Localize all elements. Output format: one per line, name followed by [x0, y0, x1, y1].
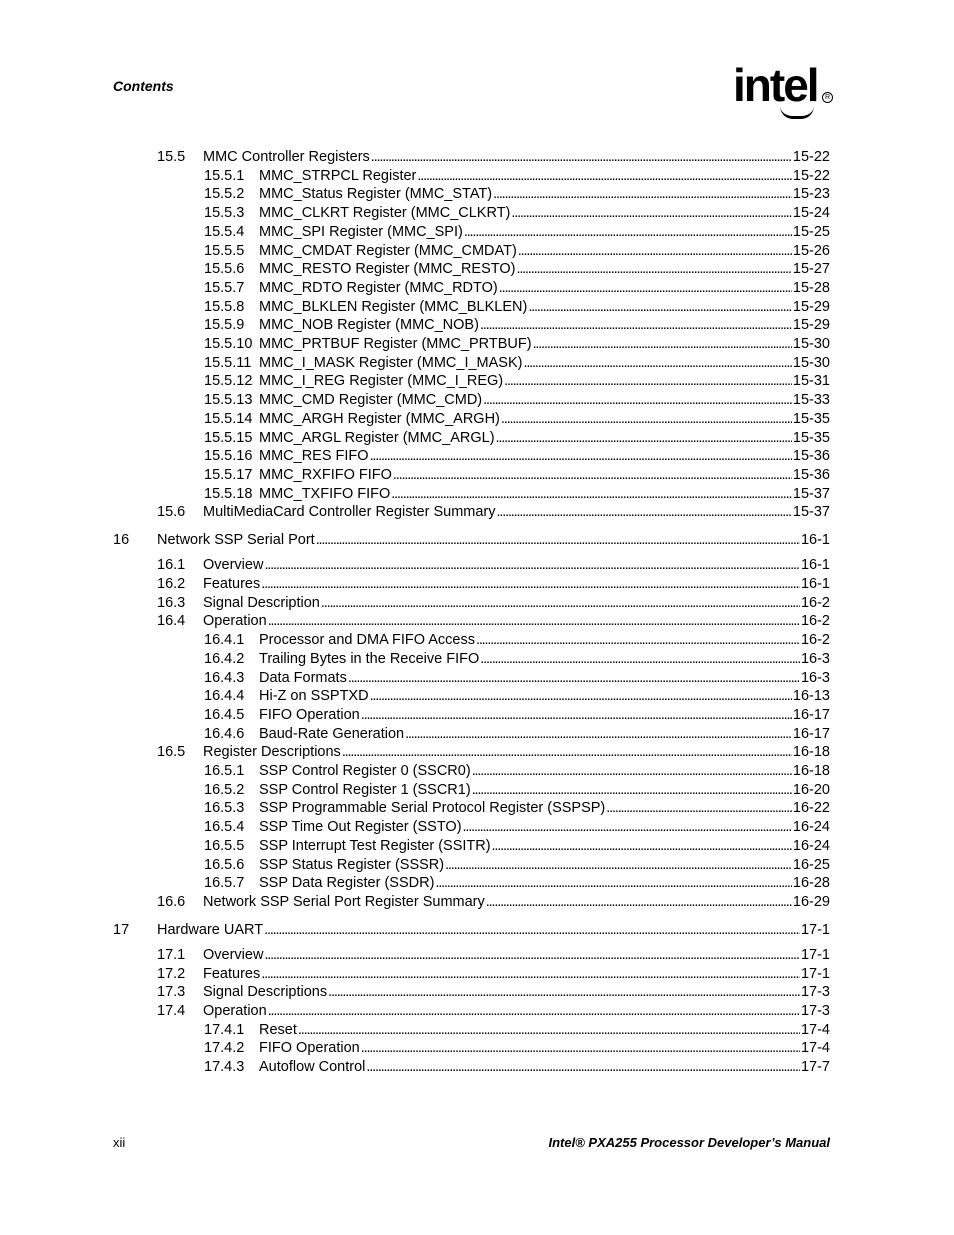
toc-leader-dots [606, 799, 792, 817]
toc-leader-dots [499, 279, 792, 297]
toc-entry-title: Reset [259, 1021, 297, 1038]
toc-entry-title: Network SSP Serial Port [157, 532, 315, 549]
logo-swoosh-icon [780, 106, 814, 119]
toc-entry[interactable] [0, 743, 954, 761]
toc-entry-page: 16-1 [800, 576, 830, 592]
toc-entry-title: MMC_CMDAT Register (MMC_CMDAT) [259, 242, 517, 259]
toc-entry-number: 15.5.6 [204, 261, 245, 278]
toc-leader-dots [445, 856, 792, 874]
toc-entry[interactable] [0, 298, 954, 316]
toc-entry-page: 16-17 [792, 725, 830, 742]
toc-entry-page: 15-35 [792, 429, 830, 446]
toc-leader-dots [518, 242, 792, 260]
toc-entry-number: 15.5.4 [204, 223, 245, 240]
toc-leader-dots [504, 372, 792, 390]
toc-entry[interactable] [0, 447, 954, 465]
toc-entry-number: 15.5.16 [204, 448, 253, 465]
toc-entry-number: 17.1 [157, 946, 186, 963]
toc-leader-dots [493, 185, 792, 203]
toc-entry-page: 17-4 [800, 1040, 830, 1057]
toc-entry[interactable] [0, 946, 954, 964]
toc-entry[interactable] [0, 485, 954, 503]
toc-entry[interactable] [0, 391, 954, 409]
toc-entry-title: MMC Controller Registers [203, 149, 370, 165]
toc-entry-title: Signal Descriptions [203, 984, 328, 1001]
toc-entry-page: 16-18 [792, 763, 830, 779]
toc-entry-page: 15-30 [792, 354, 830, 371]
toc-leader-dots [533, 335, 792, 353]
toc-entry-title: MMC_ARGL Register (MMC_ARGL) [259, 429, 495, 446]
toc-entry-title: MMC_I_MASK Register (MMC_I_MASK) [259, 354, 523, 371]
toc-entry-title: Overview [203, 557, 264, 574]
toc-leader-dots [476, 631, 800, 649]
toc-entry-title: Features [203, 965, 261, 982]
toc-entry-title: MultiMediaCard Controller Register Summary [203, 504, 496, 521]
toc-entry[interactable] [0, 1039, 954, 1057]
toc-entry-number: 17.2 [157, 965, 186, 982]
toc-entry-number: 16.5 [157, 744, 186, 761]
toc-entry-title: FIFO Operation [259, 1040, 360, 1057]
toc-entry[interactable] [0, 965, 954, 983]
toc-entry-title: Overview [203, 946, 264, 963]
toc-entry-number: 15.5.8 [204, 298, 245, 315]
toc-entry-number: 15.5.5 [204, 242, 245, 259]
toc-entry-title: MMC_TXFIFO FIFO [259, 485, 391, 502]
toc-entry[interactable] [0, 687, 954, 705]
toc-entry-page: 15-29 [792, 298, 830, 315]
toc-entry-number: 17.4.2 [204, 1040, 245, 1057]
toc-entry-number: 15.5 [157, 149, 186, 165]
toc-entry[interactable] [0, 279, 954, 297]
toc-entry-page: 15-22 [792, 167, 830, 184]
toc-entry[interactable] [0, 631, 954, 649]
toc-entry-number: 16.4.4 [204, 688, 245, 705]
toc-entry-title: Autoflow Control [259, 1059, 366, 1076]
toc-leader-dots [511, 204, 792, 222]
toc-entry-number: 16.5.7 [204, 875, 245, 892]
toc-leader-dots [435, 874, 792, 892]
toc-entry-page: 16-20 [792, 781, 830, 798]
toc-leader-dots [480, 650, 800, 668]
toc-entry-page: 15-27 [792, 261, 830, 278]
toc-entry-title: MMC_RES FIFO [259, 448, 369, 465]
toc-leader-dots [464, 223, 792, 241]
toc-entry-title: Trailing Bytes in the Receive FIFO [259, 650, 480, 667]
toc-entry-title: Network SSP Serial Port Register Summary [203, 893, 485, 910]
toc-leader-dots [298, 1021, 800, 1039]
toc-entry-number: 16.5.2 [204, 781, 245, 798]
toc-entry-title: MMC_I_REG Register (MMC_I_REG) [259, 373, 504, 390]
toc-entry[interactable] [0, 856, 954, 874]
toc-entry-page: 15-29 [792, 317, 830, 334]
toc-entry-title: SSP Programmable Serial Protocol Register (SSPSP) [259, 800, 606, 817]
toc-entry[interactable] [0, 650, 954, 668]
toc-entry[interactable] [0, 556, 954, 574]
toc-entry-page: 17-7 [800, 1059, 830, 1076]
toc-entry-title: MMC_RDTO Register (MMC_RDTO) [259, 279, 498, 296]
toc-entry-title: SSP Status Register (SSSR) [259, 856, 445, 873]
intel-logo [733, 59, 833, 122]
toc-entry-page: 15-26 [792, 242, 830, 259]
toc-leader-dots [391, 485, 792, 503]
toc-leader-dots [483, 391, 792, 409]
toc-entry-title: MMC_ARGH Register (MMC_ARGH) [259, 410, 500, 427]
toc-entry-title: MMC_SPI Register (MMC_SPI) [259, 223, 463, 240]
toc-entry-page: 16-3 [800, 669, 830, 686]
toc-leader-dots [268, 1002, 800, 1020]
toc-entry-title: Features [203, 576, 261, 592]
toc-leader-dots [264, 556, 800, 574]
toc-entry-number: 16.5.5 [204, 837, 245, 854]
toc-entry-page: 15-24 [792, 205, 830, 222]
toc-leader-dots [370, 687, 792, 705]
toc-entry-number: 16.4.1 [204, 632, 245, 649]
toc-leader-dots [523, 354, 791, 372]
toc-entry-page: 15-37 [792, 504, 830, 521]
toc-leader-dots [348, 669, 800, 687]
toc-entry-title: MMC_Status Register (MMC_STAT) [259, 186, 493, 203]
page-header-title: Contents [113, 78, 174, 94]
toc-entry-page: 17-4 [800, 1021, 830, 1038]
toc-entry-page: 17-1 [800, 921, 830, 938]
toc-entry[interactable] [0, 531, 954, 549]
toc-leader-dots [268, 612, 800, 630]
registered-mark-icon: R [822, 92, 833, 103]
toc-entry[interactable] [0, 612, 954, 630]
toc-entry-number: 15.5.15 [204, 429, 253, 446]
toc-entry-title: FIFO Operation [259, 706, 360, 723]
toc-entry-title: MMC_CLKRT Register (MMC_CLKRT) [259, 205, 511, 222]
toc-entry-page: 15-36 [792, 448, 830, 465]
toc-entry[interactable] [0, 466, 954, 484]
toc-leader-dots [492, 837, 792, 855]
toc-entry-page: 15-25 [792, 223, 830, 240]
toc-entry[interactable] [0, 874, 954, 892]
toc-entry-page: 15-30 [792, 336, 830, 352]
toc-entry-title: Signal Description [203, 594, 320, 611]
toc-entry-title: Hi-Z on SSPTXD [259, 688, 369, 705]
toc-leader-dots [264, 921, 800, 939]
toc-entry-title: Operation [203, 1003, 267, 1019]
toc-entry-number: 17.4.3 [204, 1059, 245, 1076]
logo-wordmark: intel [733, 59, 818, 111]
toc-entry-page: 16-28 [792, 875, 830, 892]
toc-entry-title: Register Descriptions [203, 744, 341, 761]
toc-entry-number: 15.5.7 [204, 279, 245, 296]
toc-entry-title: MMC_NOB Register (MMC_NOB) [259, 317, 479, 334]
toc-entry-page: 15-28 [792, 279, 830, 296]
toc-entry[interactable] [0, 148, 954, 166]
toc-entry-page: 17-3 [800, 1003, 830, 1019]
toc-entry-number: 16.2 [157, 576, 186, 592]
toc-entry-number: 15.5.3 [204, 205, 245, 222]
toc-entry-page: 16-29 [792, 893, 830, 910]
toc-entry-number: 16.4.6 [204, 725, 245, 742]
toc-entry-page: 16-1 [800, 532, 830, 549]
toc-entry[interactable] [0, 837, 954, 855]
toc-entry[interactable] [0, 503, 954, 521]
toc-leader-dots [261, 575, 800, 593]
toc-entry-number: 17.3 [157, 984, 186, 1001]
toc-entry-number: 15.6 [157, 504, 186, 521]
toc-entry-number: 15.5.18 [204, 485, 253, 502]
toc-entry[interactable] [0, 594, 954, 612]
toc-entry-page: 17-1 [800, 946, 830, 963]
toc-entry[interactable] [0, 762, 954, 780]
toc-leader-dots [342, 743, 792, 761]
toc-entry-page: 15-23 [792, 186, 830, 203]
manual-title: Intel® PXA255 Processor Developer’s Manual [548, 1135, 830, 1150]
toc-entry-number: 16.6 [157, 893, 186, 910]
toc-entry-number: 16 [113, 532, 130, 549]
toc-leader-dots [417, 167, 792, 185]
toc-entry-page: 15-36 [792, 466, 830, 483]
toc-entry-number: 16.3 [157, 594, 186, 611]
toc-leader-dots [361, 706, 792, 724]
toc-entry[interactable] [0, 706, 954, 724]
toc-entry[interactable] [0, 316, 954, 334]
toc-leader-dots [328, 983, 800, 1001]
toc-entry[interactable] [0, 983, 954, 1001]
toc-entry-page: 15-22 [792, 149, 830, 165]
toc-leader-dots [463, 818, 792, 836]
toc-leader-dots [261, 965, 800, 983]
toc-leader-dots [366, 1058, 800, 1076]
toc-entry-page: 17-3 [800, 984, 830, 1001]
toc-entry[interactable] [0, 429, 954, 447]
toc-entry[interactable] [0, 781, 954, 799]
toc-entry[interactable] [0, 242, 954, 260]
toc-leader-dots [264, 946, 800, 964]
toc-entry-page: 15-31 [792, 373, 830, 390]
toc-entry-page: 16-24 [792, 819, 830, 836]
toc-entry-page: 15-33 [792, 392, 830, 409]
toc-entry-page: 15-35 [792, 410, 830, 427]
toc-entry-title: Hardware UART [157, 921, 264, 938]
toc-entry-number: 15.5.1 [204, 167, 245, 184]
toc-leader-dots [361, 1039, 800, 1057]
toc-entry-number: 16.5.4 [204, 819, 245, 836]
toc-entry-title: Operation [203, 613, 267, 630]
toc-entry[interactable] [0, 669, 954, 687]
toc-entry-page: 16-17 [792, 706, 830, 723]
toc-leader-dots [516, 260, 791, 278]
toc-entry-title: SSP Control Register 1 (SSCR1) [259, 781, 471, 798]
toc-entry[interactable] [0, 260, 954, 278]
toc-leader-dots [321, 594, 800, 612]
toc-leader-dots [501, 410, 792, 428]
toc-entry-page: 16-22 [792, 800, 830, 817]
toc-entry-number: 16.5.3 [204, 800, 245, 817]
toc-entry-title: SSP Control Register 0 (SSCR0) [259, 763, 471, 779]
toc-leader-dots [480, 316, 792, 334]
toc-entry-title: MMC_CMD Register (MMC_CMD) [259, 392, 483, 409]
toc-entry-page: 16-2 [800, 613, 830, 630]
toc-entry-page: 16-2 [800, 594, 830, 611]
toc-entry-number: 16.4.2 [204, 650, 245, 667]
toc-entry-page: 16-3 [800, 650, 830, 667]
toc-entry-number: 15.5.17 [204, 466, 253, 483]
toc-entry-number: 15.5.9 [204, 317, 245, 334]
toc-entry-number: 15.5.12 [204, 373, 253, 390]
toc-entry[interactable] [0, 372, 954, 390]
toc-entry-title: SSP Data Register (SSDR) [259, 875, 435, 892]
toc-leader-dots [497, 503, 792, 521]
toc-entry[interactable] [0, 921, 954, 939]
toc-entry-number: 17 [113, 921, 130, 938]
toc-entry-number: 16.4.3 [204, 669, 245, 686]
toc-entry[interactable] [0, 204, 954, 222]
toc-entry-page: 16-24 [792, 837, 830, 854]
toc-entry-page: 16-25 [792, 856, 830, 873]
toc-entry[interactable] [0, 818, 954, 836]
toc-leader-dots [371, 148, 792, 166]
toc-entry-number: 16.4.5 [204, 706, 245, 723]
toc-entry[interactable] [0, 410, 954, 428]
toc-entry-number: 15.5.14 [204, 410, 253, 427]
toc-entry[interactable] [0, 799, 954, 817]
toc-leader-dots [393, 466, 792, 484]
toc-entry-page: 16-18 [792, 744, 830, 761]
toc-entry-number: 16.5.1 [204, 763, 245, 779]
toc-entry-page: 16-2 [800, 632, 830, 649]
toc-entry[interactable] [0, 185, 954, 203]
toc-entry[interactable] [0, 335, 954, 353]
toc-entry[interactable] [0, 354, 954, 372]
toc-entry-number: 16.4 [157, 613, 186, 630]
toc-entry-page: 16-1 [800, 557, 830, 574]
toc-entry[interactable] [0, 167, 954, 185]
toc-leader-dots [486, 893, 792, 911]
toc-entry-number: 15.5.2 [204, 186, 245, 203]
toc-leader-dots [528, 298, 792, 316]
toc-leader-dots [496, 429, 792, 447]
toc-entry[interactable] [0, 575, 954, 593]
toc-entry[interactable] [0, 1058, 954, 1076]
toc-entry-number: 17.4.1 [204, 1021, 245, 1038]
toc-entry[interactable] [0, 1021, 954, 1039]
toc-leader-dots [472, 781, 792, 799]
toc-leader-dots [472, 762, 792, 780]
toc-entry-page: 17-1 [800, 965, 830, 982]
toc-entry-title: Processor and DMA FIFO Access [259, 632, 475, 649]
toc-entry-title: Baud-Rate Generation [259, 725, 405, 742]
toc-entry-number: 15.5.13 [204, 392, 253, 409]
toc-entry-page: 16-13 [792, 688, 830, 705]
toc-entry-title: SSP Time Out Register (SSTO) [259, 819, 462, 836]
toc-entry-number: 17.4 [157, 1003, 186, 1019]
toc-entry-number: 16.1 [157, 557, 186, 574]
toc-entry-title: MMC_STRPCL Register [259, 167, 417, 184]
toc-entry-title: SSP Interrupt Test Register (SSITR) [259, 837, 491, 854]
toc-entry[interactable] [0, 223, 954, 241]
page-number: xii [113, 1135, 126, 1150]
toc-entry-number: 15.5.10 [204, 336, 253, 352]
toc-entry[interactable] [0, 1002, 954, 1020]
toc-entry-title: MMC_PRTBUF Register (MMC_PRTBUF) [259, 336, 532, 352]
toc-entry-title: Data Formats [259, 669, 347, 686]
toc-entry-page: 15-37 [792, 485, 830, 502]
toc-entry-title: MMC_BLKLEN Register (MMC_BLKLEN) [259, 298, 528, 315]
toc-entry-number: 16.5.6 [204, 856, 245, 873]
toc-leader-dots [316, 531, 800, 549]
toc-entry-title: MMC_RESTO Register (MMC_RESTO) [259, 261, 516, 278]
toc-entry[interactable] [0, 893, 954, 911]
toc-entry-number: 15.5.11 [204, 354, 252, 371]
toc-leader-dots [405, 725, 792, 743]
toc-leader-dots [370, 447, 792, 465]
toc-entry[interactable] [0, 725, 954, 743]
toc-entry-title: MMC_RXFIFO FIFO [259, 466, 392, 483]
